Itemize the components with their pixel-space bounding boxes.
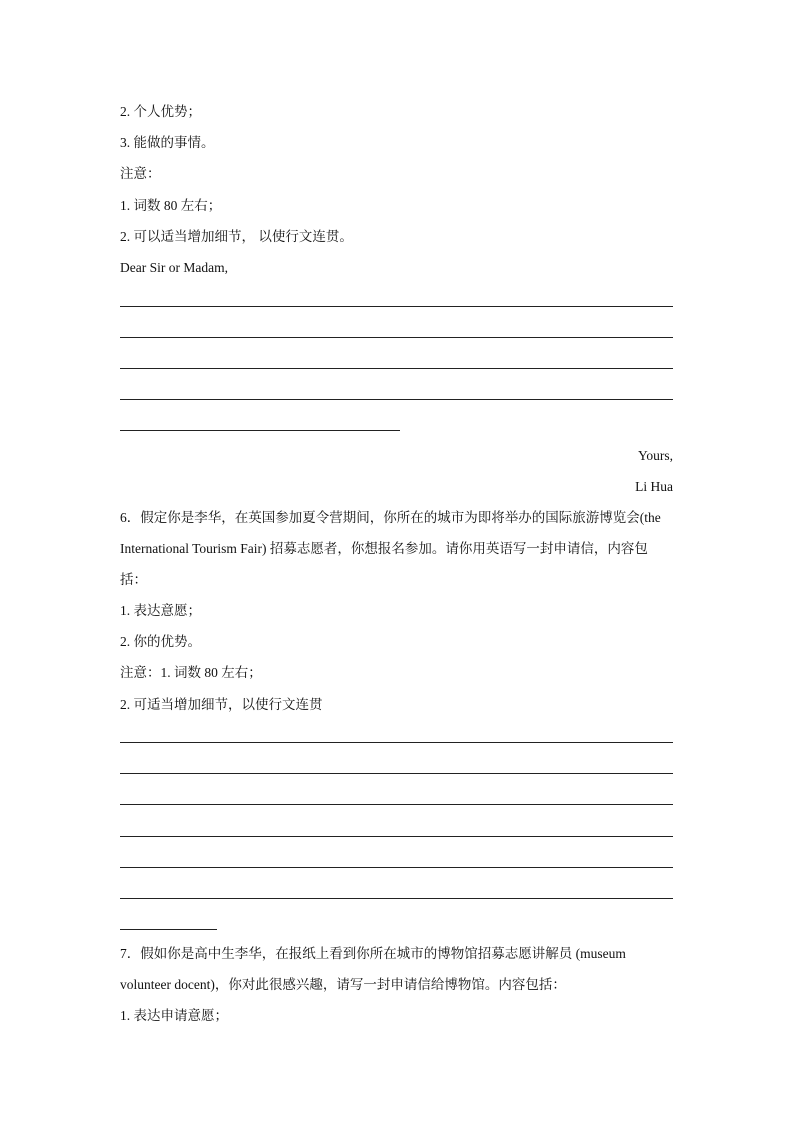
question-7-text-line-1: 7．假如你是高中生李华，在报纸上看到你所在城市的博物馆招募志愿讲解员 (museum (120, 946, 626, 961)
answer-line (120, 337, 673, 338)
note-item-2: 2. 可以适当增加细节， 以使行文连贯。 (120, 229, 353, 244)
answer-line (120, 368, 673, 369)
question-6-text-line-3: 括： (120, 572, 147, 587)
requirement-item-2: 2. 个人优势； (120, 104, 201, 119)
question-6-note-2: 2. 可适当增加细节，以使行文连贯 (120, 697, 323, 712)
answer-line (120, 399, 673, 400)
answer-line (120, 836, 673, 837)
note-item-1: 1. 词数 80 左右； (120, 198, 222, 213)
question-7-item-1: 1. 表达申请意愿； (120, 1008, 228, 1023)
answer-line (120, 742, 673, 743)
question-6-text-line-2: International Tourism Fair) 招募志愿者，你想报名参加。请你用英语写一封申请信，内容包 (120, 541, 648, 556)
question-6-item-1: 1. 表达意愿； (120, 603, 201, 618)
note-label: 注意： (120, 166, 161, 181)
letter-salutation: Dear Sir or Madam, (120, 260, 228, 275)
answer-line-short (120, 929, 217, 930)
question-6-note-1: 注意：1. 词数 80 左右； (120, 665, 262, 680)
requirement-item-3: 3. 能做的事情。 (120, 135, 215, 150)
answer-line (120, 804, 673, 805)
answer-line (120, 898, 673, 899)
answer-line-short (120, 430, 400, 431)
answer-line (120, 867, 673, 868)
letter-signature: Li Hua (635, 479, 673, 494)
question-7-text-line-2: volunteer docent)，你对此很感兴趣，请写一封申请信给博物馆。内容包括： (120, 977, 566, 992)
question-6-text-line-1: 6．假定你是李华，在英国参加夏令营期间，你所在的城市为即将举办的国际旅游博览会(the (120, 510, 661, 525)
answer-line (120, 773, 673, 774)
letter-closing: Yours, (637, 448, 673, 463)
answer-line (120, 306, 673, 307)
question-6-item-2: 2. 你的优势。 (120, 634, 201, 649)
